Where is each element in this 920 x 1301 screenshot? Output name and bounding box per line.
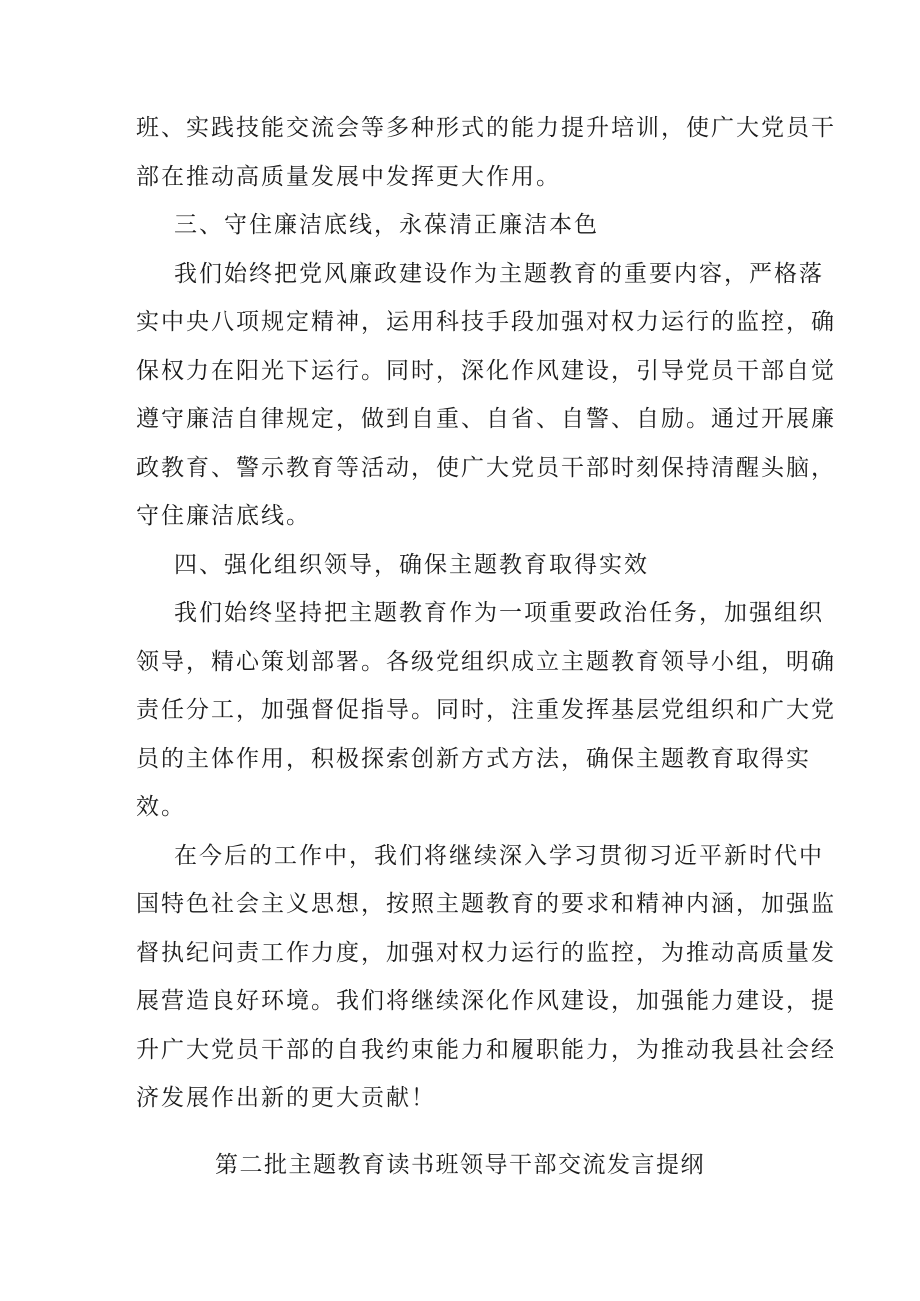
text-line: 济发展作出新的更大贡献！ bbox=[136, 1085, 436, 1111]
text-line: 我们始终把党风廉政建设作为主题教育的重要内容，严格落 bbox=[174, 260, 824, 287]
text-line: 部在推动高质量发展中发挥更大作用。 bbox=[136, 163, 561, 190]
text-line: 效。 bbox=[136, 794, 186, 820]
text-line: 责任分工，加强督促指导。同时，注重发挥基层党组织和广大党 bbox=[136, 697, 836, 723]
text-line: 员的主体作用，积极探索创新方式方法，确保主题教育取得实 bbox=[136, 745, 811, 772]
text-line: 升广大党员干部的自我约束能力和履职能力，为推动我县社会经 bbox=[136, 1036, 836, 1063]
text-line: 保权力在阳光下运行。同时，深化作风建设，引导党员干部自觉 bbox=[136, 357, 836, 384]
text-line: 在今后的工作中，我们将继续深入学习贯彻习近平新时代中 bbox=[174, 842, 824, 869]
text-line: 督执纪问责工作力度，加强对权力运行的监控，为推动高质量发 bbox=[136, 939, 836, 966]
text-line: 国特色社会主义思想，按照主题教育的要求和精神内涵，加强监 bbox=[136, 891, 836, 917]
text-line: 遵守廉洁自律规定，做到自重、自省、自警、自励。通过开展廉 bbox=[136, 406, 836, 432]
text-line: 我们始终坚持把主题教育作为一项重要政治任务，加强组织 bbox=[174, 600, 824, 626]
text-line: 三、守住廉洁底线，永葆清正廉洁本色 bbox=[174, 212, 599, 238]
text-line: 守住廉洁底线。 bbox=[136, 503, 311, 529]
text-line: 展营造良好环境。我们将继续深化作风建设，加强能力建设，提 bbox=[136, 988, 836, 1014]
text-line: 政教育、警示教育等活动，使广大党员干部时刻保持清醒头脑， bbox=[136, 454, 836, 481]
document-body bbox=[136, 104, 836, 1123]
text-line: 领导，精心策划部署。各级党组织成立主题教育领导小组，明确 bbox=[136, 648, 836, 675]
text-line: 实中央八项规定精神，运用科技手段加强对权力运行的监控，确 bbox=[136, 309, 836, 335]
text-line: 班、实践技能交流会等多种形式的能力提升培训，使广大党员干 bbox=[136, 115, 836, 141]
next-section-title: 第二批主题教育读书班领导干部交流发言提纲 bbox=[215, 1152, 705, 1178]
text-line: 四、强化组织领导，确保主题教育取得实效 bbox=[174, 551, 649, 578]
